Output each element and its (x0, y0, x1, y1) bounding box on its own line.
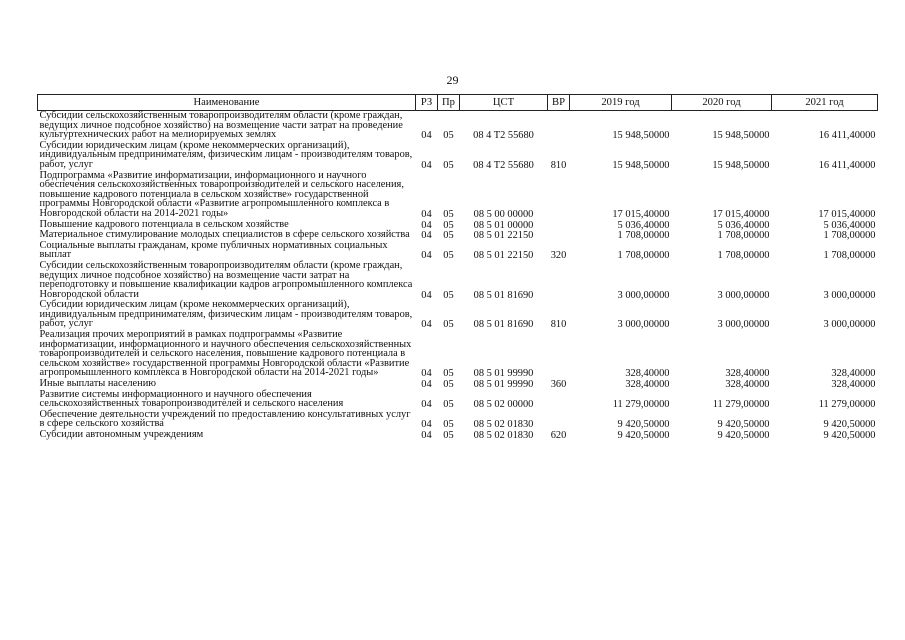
table-row (38, 261, 878, 300)
row-name: Социальные выплаты гражданам, кроме публичных нормативных социальных выплат (39, 239, 388, 261)
row-pr: 05 (443, 219, 454, 231)
row-pr: 05 (443, 319, 454, 331)
row-rz: 04 (421, 430, 432, 441)
row-rz: 04 (421, 230, 432, 242)
row-value-2019: 9 420,50000 (617, 430, 670, 441)
row-pr: 05 (443, 430, 454, 441)
row-vr: 620 (550, 430, 567, 441)
row-value-2021: 328,40000 (831, 379, 876, 391)
table-row (38, 300, 878, 330)
row-value-2021: 17 015,40000 (818, 208, 876, 220)
row-value-2019: 15 948,50000 (612, 130, 670, 142)
row-value-2021: 16 411,40000 (818, 159, 876, 171)
row-value-2019: 328,40000 (625, 379, 670, 391)
table-row (38, 111, 878, 141)
row-cst: 08 4 T2 55680 (473, 159, 534, 171)
row-pr: 05 (443, 159, 454, 171)
row-cst: 08 4 T2 55680 (473, 130, 534, 142)
row-value-2021: 3 000,00000 (823, 319, 876, 331)
row-name: Субсидии автономным учреждениям (39, 429, 204, 440)
row-cst: 08 5 01 00000 (473, 219, 534, 231)
row-pr: 05 (443, 230, 454, 242)
row-vr: 810 (550, 319, 567, 331)
row-cst: 08 5 02 01830 (473, 430, 534, 441)
row-vr (548, 330, 570, 379)
row-cst: 08 5 01 22150 (473, 250, 534, 262)
page-number: 29 (446, 73, 459, 87)
row-name: Повышение кадрового потенциала в сельском хозяйстве (39, 218, 289, 230)
table-row (38, 430, 878, 441)
table-row (38, 241, 878, 261)
row-value-2021: 9 420,50000 (823, 430, 876, 441)
row-vr: 810 (550, 159, 567, 171)
row-rz: 04 (421, 250, 432, 262)
row-pr: 05 (443, 208, 454, 220)
header-2020: 2020 год (672, 95, 772, 111)
row-vr: 320 (550, 250, 567, 262)
row-pr: 05 (443, 379, 454, 391)
budget-table (37, 94, 878, 441)
row-pr: 05 (443, 250, 454, 262)
row-rz: 04 (421, 379, 432, 391)
row-name: Реализация прочих мероприятий в рамках подпрограммы «Развитие информатизации, информационного и научного обеспечения сельскохозяйственных товаропроизводителей и сельского населения, повышение кадрового потенциала в сельском хозяйстве» государственной программы Новгородской области «Развитие агропромышленного комплекса в Новгородской области на 2014-2021 годы» (39, 329, 412, 379)
header-vr: ВР (548, 95, 570, 111)
header-pr: Пр (438, 95, 460, 111)
row-value-2020: 5 036,40000 (717, 219, 770, 231)
row-value-2020: 11 279,00000 (712, 399, 770, 411)
row-value-2021: 3 000,00000 (823, 289, 876, 301)
row-value-2021: 11 279,00000 (818, 399, 876, 411)
row-value-2021: 1 708,00000 (823, 250, 876, 262)
row-name: Материальное стимулирование молодых специалистов в сфере сельского хозяйства (39, 229, 410, 241)
row-value-2019: 15 948,50000 (612, 159, 670, 171)
row-cst: 08 5 02 01830 (473, 419, 534, 431)
row-vr: 360 (550, 379, 567, 391)
row-cst: 08 5 02 00000 (473, 399, 534, 411)
header-cst: ЦСТ (460, 95, 548, 111)
row-vr (548, 390, 570, 410)
row-cst: 08 5 01 81690 (473, 319, 534, 331)
row-cst: 08 5 01 81690 (473, 289, 534, 301)
row-value-2021: 9 420,50000 (823, 419, 876, 431)
row-pr: 05 (443, 368, 454, 380)
header-rz: РЗ (416, 95, 438, 111)
row-value-2020: 15 948,50000 (712, 159, 770, 171)
row-rz: 04 (421, 130, 432, 142)
row-name: Субсидии юридическим лицам (кроме некоммерческих организаций), индивидуальным предпринимателям, физическим лицам - производителям товаров, работ, услуг (39, 139, 413, 170)
row-value-2019: 5 036,40000 (617, 219, 670, 231)
row-pr: 05 (443, 399, 454, 411)
row-value-2020: 9 420,50000 (717, 419, 770, 431)
row-vr (548, 410, 570, 430)
row-value-2019: 11 279,00000 (612, 399, 670, 411)
row-value-2019: 3 000,00000 (617, 319, 670, 331)
row-value-2019: 1 708,00000 (617, 230, 670, 242)
row-rz: 04 (421, 219, 432, 231)
row-name: Подпрограмма «Развитие информатизации, информационного и научного обеспечения сельскохозяйственных товаропроизводителей и сельского населения, повышение кадрового потенциала в сельском хозяйстве» государственной программы Новгородской области «Развитие агропромышленного комплекса в Новгородской области на 2014-2021 годы» (39, 169, 404, 219)
row-rz: 04 (421, 289, 432, 301)
row-rz: 04 (421, 399, 432, 411)
header-2019: 2019 год (570, 95, 672, 111)
table-body (38, 111, 878, 441)
row-vr (548, 111, 570, 141)
row-rz: 04 (421, 368, 432, 380)
row-name: Субсидии юридическим лицам (кроме некоммерческих организаций), индивидуальным предпринимателям, физическим лицам - производителям товаров, работ, услуг (39, 299, 413, 330)
header-name: Наименование (38, 95, 416, 111)
row-cst: 08 5 01 99990 (473, 368, 534, 380)
row-vr (548, 261, 570, 300)
row-value-2019: 3 000,00000 (617, 289, 670, 301)
table-row (38, 141, 878, 171)
row-value-2020: 328,40000 (725, 379, 770, 391)
row-pr: 05 (443, 130, 454, 142)
table-row (38, 410, 878, 430)
header-2021: 2021 год (772, 95, 878, 111)
row-value-2020: 1 708,00000 (717, 230, 770, 242)
table-row (38, 330, 878, 379)
row-value-2020: 3 000,00000 (717, 319, 770, 331)
row-name: Иные выплаты населению (39, 378, 157, 390)
row-cst: 08 5 01 22150 (473, 230, 534, 242)
row-value-2020: 328,40000 (725, 368, 770, 380)
row-vr (548, 171, 570, 220)
row-name: Субсидии сельскохозяйственным товаропроизводителям области (кроме граждан, ведущих личное подсобное хозяйство) на возмещение части затрат на проведение культуртехнических работ на мелиорируемых землях (39, 110, 403, 141)
table-row (38, 390, 878, 410)
row-value-2019: 17 015,40000 (612, 208, 670, 220)
table-row (38, 171, 878, 220)
row-value-2019: 9 420,50000 (617, 419, 670, 431)
row-value-2019: 328,40000 (625, 368, 670, 380)
row-name: Развитие системы информационного и научного обеспечения сельскохозяйственных товаропроизводителей и сельского населения (39, 388, 344, 410)
row-value-2020: 9 420,50000 (717, 430, 770, 441)
row-rz: 04 (421, 159, 432, 171)
row-pr: 05 (443, 289, 454, 301)
row-vr (548, 220, 570, 231)
row-value-2020: 1 708,00000 (717, 250, 770, 262)
row-cst: 08 5 00 00000 (473, 208, 534, 220)
row-rz: 04 (421, 208, 432, 220)
row-value-2020: 3 000,00000 (717, 289, 770, 301)
row-value-2020: 15 948,50000 (712, 130, 770, 142)
row-name: Субсидии сельскохозяйственным товаропроизводителям области (кроме граждан, ведущих личное подсобное хозяйство) на возмещение части затрат на переподготовку и повышение квалификации кадров агропромышленного комплекса Новгородской области (39, 259, 413, 300)
row-vr (548, 230, 570, 241)
row-value-2021: 16 411,40000 (818, 130, 876, 142)
table-header-row (38, 95, 878, 111)
row-rz: 04 (421, 419, 432, 431)
row-value-2021: 5 036,40000 (823, 219, 876, 231)
row-cst: 08 5 01 99990 (473, 379, 534, 391)
row-rz: 04 (421, 319, 432, 331)
row-value-2021: 1 708,00000 (823, 230, 876, 242)
row-name: Обеспечение деятельности учреждений по предоставлению консультативных услуг в сфере сельского хозяйства (39, 408, 411, 430)
row-value-2020: 17 015,40000 (712, 208, 770, 220)
row-value-2021: 328,40000 (831, 368, 876, 380)
row-pr: 05 (443, 419, 454, 431)
row-value-2019: 1 708,00000 (617, 250, 670, 262)
